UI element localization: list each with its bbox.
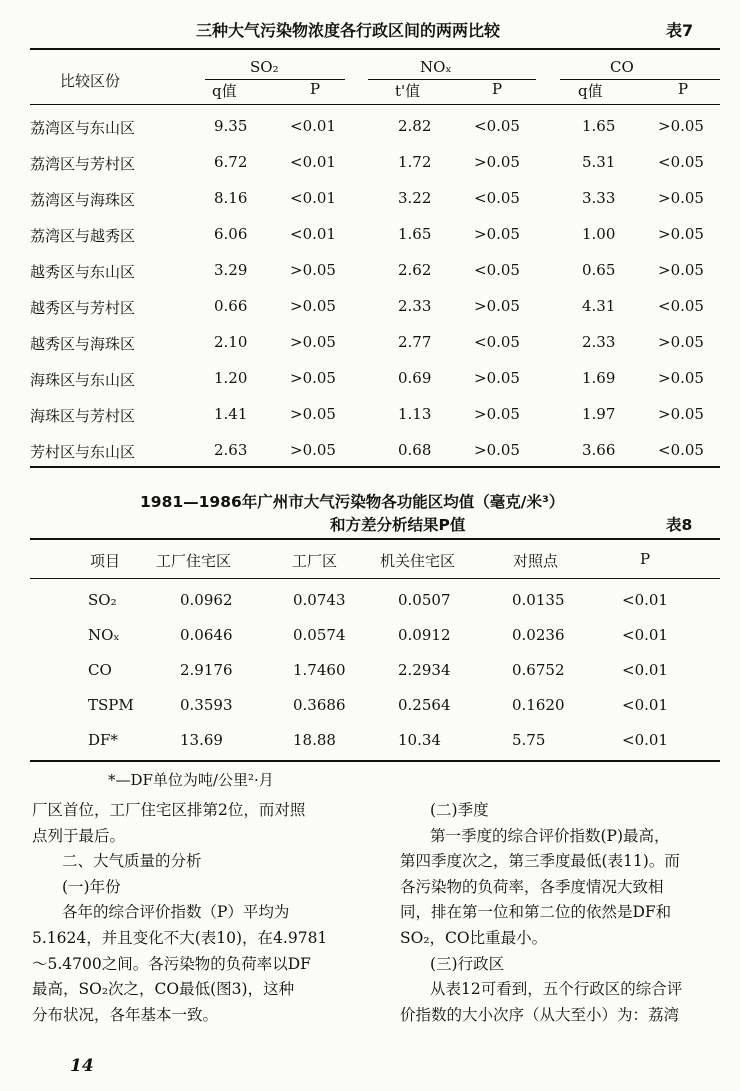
table7-cell-so2-p: <0.01 [290, 153, 336, 171]
table7-cell-co-q: 3.66 [582, 441, 616, 459]
table7-cell-nox-t: 1.65 [398, 225, 432, 243]
table7-cell-nox-t: 2.33 [398, 297, 432, 315]
table8-header-factory-residential: 工厂住宅区 [156, 552, 232, 570]
table7-top-rule [30, 48, 720, 50]
table7-cell-co-q: 3.33 [582, 189, 616, 207]
left-line: ～5.4700之间。各污染物的负荷率以DF [32, 954, 311, 973]
table8-cell-p: <0.01 [622, 591, 668, 609]
table8-header-office-residential: 机关住宅区 [380, 552, 456, 570]
left-line: 各年的综合评价指数（P）平均为 [62, 903, 290, 922]
table7-cell-nox-t: 3.22 [398, 189, 432, 207]
table7-cell-so2-q: 8.16 [214, 189, 248, 207]
table7-cell-so2-q: 6.06 [214, 225, 248, 243]
table8-top-rule [30, 538, 720, 540]
table8-footnote: *—DF单位为吨/公里²·月 [108, 771, 274, 789]
table7-cell-nox-t: 2.77 [398, 333, 432, 351]
table7-cell-nox-t: 1.13 [398, 405, 432, 423]
body-right-column [400, 798, 730, 1028]
table7-cell-so2-q: 0.66 [214, 297, 248, 315]
table7-cell-so2-p: >0.05 [290, 333, 336, 351]
table8-cell-factory-residential: 0.0962 [180, 591, 233, 609]
table7-cell-so2-p: >0.05 [290, 441, 336, 459]
table7-cell-co-q: 2.33 [582, 333, 616, 351]
table8-cell-item: SO₂ [88, 591, 117, 609]
table8-label: 表8 [666, 516, 693, 534]
right-line: 同，排在第一位和第二位的依然是DF和 [400, 903, 672, 922]
table7-cell-co-p: >0.05 [658, 225, 704, 243]
page-number: 14 [70, 1056, 94, 1076]
table7-cell-so2-q: 6.72 [214, 153, 248, 171]
left-line: 分布状况，各年基本一致。 [32, 1005, 219, 1024]
table7-cell-zone-pair: 荔湾区与越秀区 [30, 227, 136, 245]
left-line: 最高，SO₂次之，CO最低(图3)，这种 [32, 980, 295, 999]
left-line: 5.1624，并且变化不大(表10)，在4.9781 [32, 928, 328, 947]
table8-header-p: P [640, 550, 651, 568]
table7-cell-nox-t: 2.82 [398, 117, 432, 135]
table7-cell-so2-p: <0.01 [290, 225, 336, 243]
section-heading: 二、大气质量的分析 [62, 852, 202, 871]
table7-cell-nox-t: 0.68 [398, 441, 432, 459]
table7-cell-co-p: >0.05 [658, 369, 704, 387]
table7-cell-co-p: <0.05 [658, 441, 704, 459]
table7-cell-zone-pair: 越秀区与海珠区 [30, 335, 136, 353]
table8-cell-item: DF* [88, 731, 118, 749]
table7-cell-co-p: >0.05 [658, 405, 704, 423]
table8-cell-office-residential: 0.0507 [398, 591, 451, 609]
table8-cell-factory-residential: 13.69 [180, 731, 223, 749]
table7-cell-nox-p: <0.05 [474, 189, 520, 207]
table7-cell-nox-p: <0.05 [474, 333, 520, 351]
table8-cell-factory-residential: 0.3593 [180, 696, 233, 714]
table7-header-col0: 比较区份 [60, 72, 121, 90]
subsection-heading: (三)行政区 [430, 954, 505, 973]
table8-header-rule [30, 578, 720, 579]
table8-cell-office-residential: 0.2564 [398, 696, 451, 714]
table8-header-control: 对照点 [513, 552, 559, 570]
table7-sub-p1: P [310, 80, 321, 98]
right-line: 从表12可看到，五个行政区的综合评 [430, 980, 683, 999]
table7-cell-so2-p: >0.05 [290, 369, 336, 387]
table8-cell-office-residential: 0.0912 [398, 626, 451, 644]
table7-cell-co-q: 1.69 [582, 369, 616, 387]
table7-cell-co-p: >0.05 [658, 333, 704, 351]
table8-cell-item: NOₓ [88, 626, 120, 644]
table7-sub-t: t'值 [395, 82, 421, 100]
table7-cell-co-p: >0.05 [658, 117, 704, 135]
table8-title-line1: 1981—1986年广州市大气污染物各功能区均值（毫克/米³） [140, 493, 565, 511]
table8-header-item: 项目 [90, 552, 121, 570]
table7-cell-zone-pair: 芳村区与东山区 [30, 443, 136, 461]
table8-cell-factory: 1.7460 [293, 661, 346, 679]
right-line: 第四季度次之，第三季度最低(表11)。而 [400, 852, 680, 871]
subsection-heading: (二)季度 [430, 801, 489, 819]
table7-cell-nox-p: <0.05 [474, 117, 520, 135]
table7-cell-zone-pair: 海珠区与芳村区 [30, 407, 136, 425]
table8-header-factory: 工厂区 [292, 552, 338, 570]
table7-cell-nox-p: >0.05 [474, 225, 520, 243]
table7-header-rule [30, 104, 720, 105]
table7-group-rule-nox [368, 79, 536, 80]
table8-cell-p: <0.01 [622, 661, 668, 679]
table7-cell-so2-q: 3.29 [214, 261, 248, 279]
table7-cell-so2-p: <0.01 [290, 117, 336, 135]
right-line: SO₂，CO比重最小。 [400, 928, 548, 947]
table7-cell-nox-p: >0.05 [474, 405, 520, 423]
table7-cell-nox-p: >0.05 [474, 441, 520, 459]
right-line: 第一季度的综合评价指数(P)最高， [430, 826, 670, 845]
table8-cell-control: 0.0236 [512, 626, 565, 644]
table7-cell-co-q: 4.31 [582, 297, 616, 315]
table7-cell-so2-p: >0.05 [290, 261, 336, 279]
table7-cell-co-q: 1.97 [582, 405, 616, 423]
table7-bottom-rule [30, 466, 720, 468]
table7-cell-zone-pair: 越秀区与芳村区 [30, 299, 136, 317]
table8-bottom-rule [30, 760, 720, 762]
table7-cell-so2-q: 1.41 [214, 405, 248, 423]
table7-group-so2: SO₂ [250, 58, 279, 76]
table7-cell-nox-t: 1.72 [398, 153, 432, 171]
table8-cell-item: TSPM [88, 696, 134, 714]
table8-cell-factory: 0.0743 [293, 591, 346, 609]
right-line: 价指数的大小次序（从大至小）为：荔湾 [400, 1005, 680, 1024]
table8-cell-control: 0.6752 [512, 661, 565, 679]
body-left-column [32, 798, 372, 1028]
left-line: 厂区首位，工厂住宅区排第2位，而对照 [32, 801, 306, 819]
table7-cell-co-q: 5.31 [582, 153, 616, 171]
table7-cell-zone-pair: 越秀区与东山区 [30, 263, 136, 281]
table8-cell-office-residential: 10.34 [398, 731, 441, 749]
table7-cell-so2-p: >0.05 [290, 405, 336, 423]
table7-cell-so2-q: 1.20 [214, 369, 248, 387]
table8-title-line2: 和方差分析结果P值 [330, 516, 466, 534]
table8-cell-factory: 18.88 [293, 731, 336, 749]
table8-cell-factory-residential: 0.0646 [180, 626, 233, 644]
table7-cell-co-q: 1.00 [582, 225, 616, 243]
table7-cell-so2-q: 9.35 [214, 117, 248, 135]
table7-cell-co-p: >0.05 [658, 189, 704, 207]
table7-cell-zone-pair: 荔湾区与海珠区 [30, 191, 136, 209]
table7-title: 三种大气污染物浓度各行政区间的两两比较 [196, 21, 501, 40]
table7-cell-nox-p: <0.05 [474, 261, 520, 279]
table8-cell-p: <0.01 [622, 696, 668, 714]
table7-group-nox: NOₓ [420, 58, 452, 76]
table7-cell-nox-p: >0.05 [474, 297, 520, 315]
table7-cell-so2-q: 2.63 [214, 441, 248, 459]
table8-cell-p: <0.01 [622, 626, 668, 644]
table8-cell-factory: 0.3686 [293, 696, 346, 714]
table7-cell-nox-p: >0.05 [474, 153, 520, 171]
table8-cell-factory-residential: 2.9176 [180, 661, 233, 679]
table7-sub-q1: q值 [212, 82, 237, 100]
table7-cell-zone-pair: 荔湾区与东山区 [30, 119, 136, 137]
table7-cell-co-p: <0.05 [658, 153, 704, 171]
table7-cell-co-p: <0.05 [658, 297, 704, 315]
table7-cell-co-q: 0.65 [582, 261, 616, 279]
left-line: 点列于最后。 [32, 826, 126, 845]
table7-cell-zone-pair: 荔湾区与芳村区 [30, 155, 136, 173]
right-line: 各污染物的负荷率，各季度情况大致相 [400, 877, 664, 896]
table8-cell-factory: 0.0574 [293, 626, 346, 644]
table7-cell-zone-pair: 海珠区与东山区 [30, 371, 136, 389]
table7-sub-p2: P [492, 80, 503, 98]
table7-cell-nox-t: 0.69 [398, 369, 432, 387]
table8-cell-office-residential: 2.2934 [398, 661, 451, 679]
table7-cell-so2-q: 2.10 [214, 333, 248, 351]
table8-cell-control: 0.1620 [512, 696, 565, 714]
table7-cell-nox-t: 2.62 [398, 261, 432, 279]
table7-label: 表7 [666, 21, 694, 40]
table7-sub-p3: P [678, 80, 689, 98]
table8-cell-item: CO [88, 661, 112, 679]
table7-group-co: CO [610, 58, 634, 76]
table7-cell-nox-p: >0.05 [474, 369, 520, 387]
table8-cell-control: 5.75 [512, 731, 546, 749]
table7-cell-co-p: >0.05 [658, 261, 704, 279]
subsection-heading: (一)年份 [62, 877, 121, 896]
table7-sub-q2: q值 [578, 82, 603, 100]
table7-cell-co-q: 1.65 [582, 117, 616, 135]
table8-cell-p: <0.01 [622, 731, 668, 749]
table7-cell-so2-p: <0.01 [290, 189, 336, 207]
table7-cell-so2-p: >0.05 [290, 297, 336, 315]
table8-cell-control: 0.0135 [512, 591, 565, 609]
